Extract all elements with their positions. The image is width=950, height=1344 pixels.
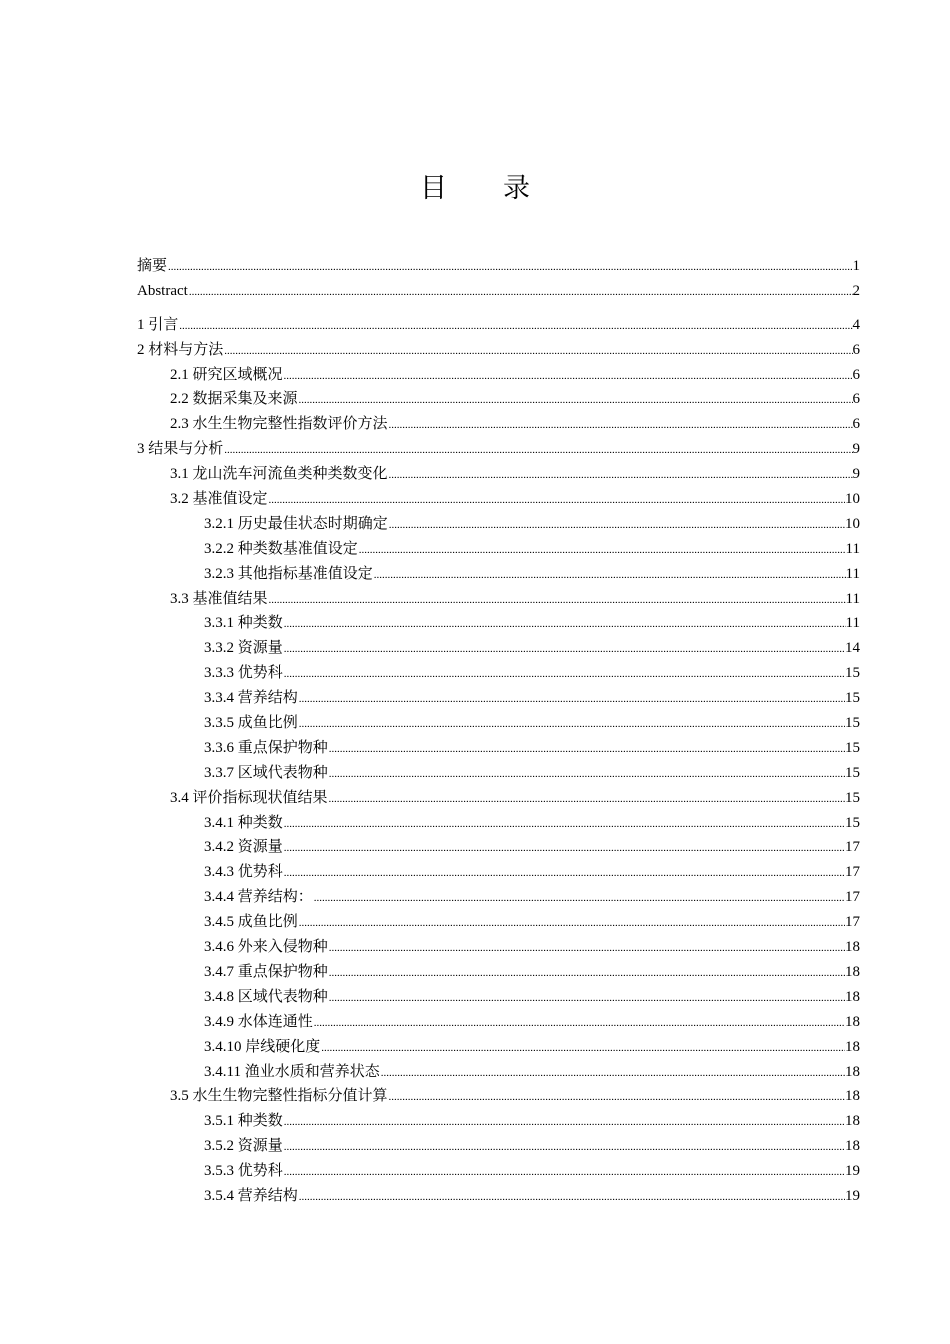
leader-dots (389, 513, 845, 538)
leader-dots (299, 687, 845, 712)
toc-entry-label: 3.5.2 资源量 (204, 1138, 283, 1155)
toc-page-number: 18 (845, 963, 860, 980)
toc-page-number: 9 (852, 441, 860, 458)
toc-page-number: 18 (845, 1088, 860, 1105)
toc-entry-label: 摘要 (137, 258, 168, 274)
toc-entry[interactable] (137, 562, 860, 587)
leader-dots (284, 1135, 845, 1160)
toc-entry-label: 3.3.6 重点保护物种 (204, 739, 328, 756)
toc-entry-label: 3.2.3 其他指标基准值设定 (204, 565, 373, 582)
leader-dots (329, 737, 845, 762)
toc-page-number: 4 (852, 316, 860, 333)
toc-entry-label: 3.4.2 资源量 (204, 839, 283, 856)
toc-entry-label: 3.3.1 种类数 (204, 615, 283, 632)
toc-page-number: 15 (845, 764, 860, 781)
toc-entry-label: 3.2.2 种类数基准值设定 (204, 540, 358, 557)
leader-dots (284, 662, 845, 687)
toc-entry[interactable] (137, 1010, 860, 1035)
toc-page-number: 11 (845, 565, 860, 582)
toc-entry[interactable] (137, 711, 860, 736)
toc-entry[interactable] (137, 1159, 860, 1184)
toc-entry-label: 3.4.8 区域代表物种 (204, 988, 328, 1005)
toc-page-number: 18 (845, 1013, 860, 1030)
toc-page-number: 17 (845, 914, 860, 931)
toc-entry[interactable] (137, 736, 860, 761)
toc-entry-label: 3.4.10 岸线硬化度 (204, 1038, 321, 1055)
toc-entry-label: 3 结果与分析 (137, 441, 224, 458)
toc-page-number: 18 (845, 1063, 860, 1080)
leader-dots (381, 1061, 845, 1086)
table-of-contents (137, 254, 860, 1209)
toc-entry[interactable] (137, 338, 860, 363)
leader-dots (299, 712, 845, 737)
leader-dots (329, 986, 845, 1011)
toc-entry-label: 3.4.11 渔业水质和营养状态 (204, 1063, 380, 1080)
toc-entry-label: 3.5.4 营养结构 (204, 1187, 298, 1204)
toc-entry-label: Abstract (137, 282, 188, 299)
toc-entry[interactable] (137, 860, 860, 885)
toc-page-number: 15 (845, 665, 860, 682)
toc-entry[interactable] (137, 387, 860, 412)
toc-page-number: 6 (852, 391, 860, 408)
toc-entry[interactable] (137, 537, 860, 562)
leader-dots (359, 538, 846, 563)
toc-entry[interactable] (137, 313, 860, 338)
leader-dots (374, 563, 846, 588)
toc-entry-label: 3.4.1 种类数 (204, 814, 283, 831)
toc-page-number: 18 (845, 988, 860, 1005)
toc-entry-label: 3.5.3 优势科 (204, 1163, 283, 1180)
toc-entry[interactable] (137, 686, 860, 711)
toc-entry[interactable] (137, 786, 860, 811)
toc-entry[interactable] (137, 1184, 860, 1209)
leader-dots (329, 787, 845, 812)
title-char-1: 目 (420, 173, 447, 203)
toc-entry[interactable] (137, 985, 860, 1010)
toc-entry-label: 3.3.4 营养结构 (204, 690, 298, 707)
toc-page-number: 9 (852, 466, 860, 483)
toc-page-number: 15 (845, 690, 860, 707)
toc-entry-label: 3.3 基准值结果 (170, 590, 268, 607)
leader-dots (284, 812, 845, 837)
toc-entry[interactable] (137, 363, 860, 388)
toc-entry-label: 3.3.5 成鱼比例 (204, 715, 298, 732)
toc-entry[interactable] (137, 1035, 860, 1060)
toc-page-number: 17 (845, 839, 860, 856)
toc-entry[interactable] (137, 761, 860, 786)
toc-page-number: 18 (845, 1113, 860, 1130)
toc-entry[interactable] (137, 661, 860, 686)
toc-entry[interactable] (137, 611, 860, 636)
leader-dots (329, 961, 845, 986)
leader-dots (189, 280, 853, 305)
toc-entry[interactable] (137, 587, 860, 612)
leader-dots (321, 1036, 845, 1061)
toc-entry-label: 3.2.1 历史最佳状态时期确定 (204, 515, 388, 532)
toc-page-number: 18 (845, 1138, 860, 1155)
leader-dots (284, 612, 846, 637)
toc-entry-label: 3.3.3 优势科 (204, 665, 283, 682)
toc-page-number: 19 (845, 1187, 860, 1204)
leader-dots (224, 339, 852, 364)
toc-entry[interactable] (137, 636, 860, 661)
toc-entry[interactable] (137, 1060, 860, 1085)
toc-entry-label: 2.3 水生生物完整性指数评价方法 (170, 416, 388, 433)
toc-entry-label: 1 引言 (137, 316, 179, 333)
leader-dots (179, 314, 852, 339)
title-char-2: 录 (503, 173, 530, 203)
leader-dots (389, 463, 853, 488)
leader-dots (314, 886, 845, 911)
toc-entry[interactable] (137, 1084, 860, 1109)
toc-page-number: 18 (845, 939, 860, 956)
leader-dots (389, 413, 853, 438)
toc-entry[interactable] (137, 1109, 860, 1134)
leader-dots (269, 488, 845, 513)
toc-entry-label: 2.2 数据采集及来源 (170, 391, 298, 408)
toc-page-number: 18 (845, 1038, 860, 1055)
page-title (0, 170, 950, 206)
leader-dots (299, 1185, 845, 1210)
toc-page-number: 6 (852, 341, 860, 358)
toc-page-number: 15 (845, 715, 860, 732)
toc-page-number: 6 (852, 366, 860, 383)
toc-entry-label: 3.1 龙山洗车河流鱼类种类数变化 (170, 466, 388, 483)
toc-entry[interactable] (137, 512, 860, 537)
toc-entry-label: 3.2 基准值设定 (170, 491, 268, 508)
toc-page-number: 10 (845, 491, 860, 508)
toc-entry[interactable] (137, 412, 860, 437)
toc-entry-label: 3.4.5 成鱼比例 (204, 914, 298, 931)
toc-entry-label: 3.4.7 重点保护物种 (204, 963, 328, 980)
leader-dots (284, 1160, 845, 1185)
toc-entry-label: 3.3.2 资源量 (204, 640, 283, 657)
toc-entry-label: 2 材料与方法 (137, 341, 224, 358)
toc-entry-label: 3.4.9 水体连通性 (204, 1013, 313, 1030)
toc-page-number: 11 (845, 540, 860, 557)
leader-dots (299, 388, 853, 413)
toc-page-number: 17 (845, 864, 860, 881)
leader-dots (314, 1011, 845, 1036)
leader-dots (329, 762, 845, 787)
toc-entry-label: 3.3.7 区域代表物种 (204, 764, 328, 781)
leader-dots (329, 936, 845, 961)
toc-page-number: 15 (845, 814, 860, 831)
toc-entry-label: 3.4.3 优势科 (204, 864, 283, 881)
toc-page-number: 11 (845, 615, 860, 632)
toc-entry[interactable] (137, 960, 860, 985)
toc-entry[interactable] (137, 935, 860, 960)
toc-entry[interactable] (137, 885, 860, 910)
toc-entry[interactable] (137, 811, 860, 836)
leader-dots (284, 1110, 845, 1135)
toc-page-number: 15 (845, 789, 860, 806)
toc-entry[interactable] (137, 835, 860, 860)
toc-entry[interactable] (137, 487, 860, 512)
toc-entry-label: 3.4 评价指标现状值结果 (170, 789, 328, 806)
leader-dots (389, 1085, 845, 1110)
toc-page-number: 11 (845, 590, 860, 607)
toc-page-number: 17 (845, 889, 860, 906)
toc-page-number: 6 (852, 416, 860, 433)
toc-entry-label: 3.4.6 外来入侵物种 (204, 939, 328, 956)
leader-dots (299, 911, 845, 936)
leader-dots (284, 637, 845, 662)
leader-dots (168, 255, 852, 280)
toc-page-number: 1 (852, 258, 860, 274)
toc-entry-label: 2.1 研究区域概况 (170, 366, 283, 383)
leader-dots (224, 438, 852, 463)
toc-page-number: 15 (845, 739, 860, 756)
toc-entry[interactable] (137, 437, 860, 462)
toc-entry[interactable] (137, 910, 860, 935)
toc-entry[interactable] (137, 254, 860, 279)
toc-entry-label: 3.5.1 种类数 (204, 1113, 283, 1130)
toc-page-number: 19 (845, 1163, 860, 1180)
toc-entry[interactable] (137, 1134, 860, 1159)
leader-dots (269, 588, 846, 613)
leader-dots (284, 836, 845, 861)
toc-entry-label: 3.4.4 营养结构： (204, 889, 313, 906)
toc-page-number: 14 (845, 640, 860, 657)
toc-entry[interactable] (137, 462, 860, 487)
leader-dots (284, 861, 845, 886)
toc-page-number: 10 (845, 515, 860, 532)
leader-dots (284, 364, 853, 389)
toc-entry[interactable] (137, 279, 860, 304)
toc-entry-label: 3.5 水生生物完整性指标分值计算 (170, 1088, 388, 1105)
toc-page-number: 2 (852, 282, 860, 299)
